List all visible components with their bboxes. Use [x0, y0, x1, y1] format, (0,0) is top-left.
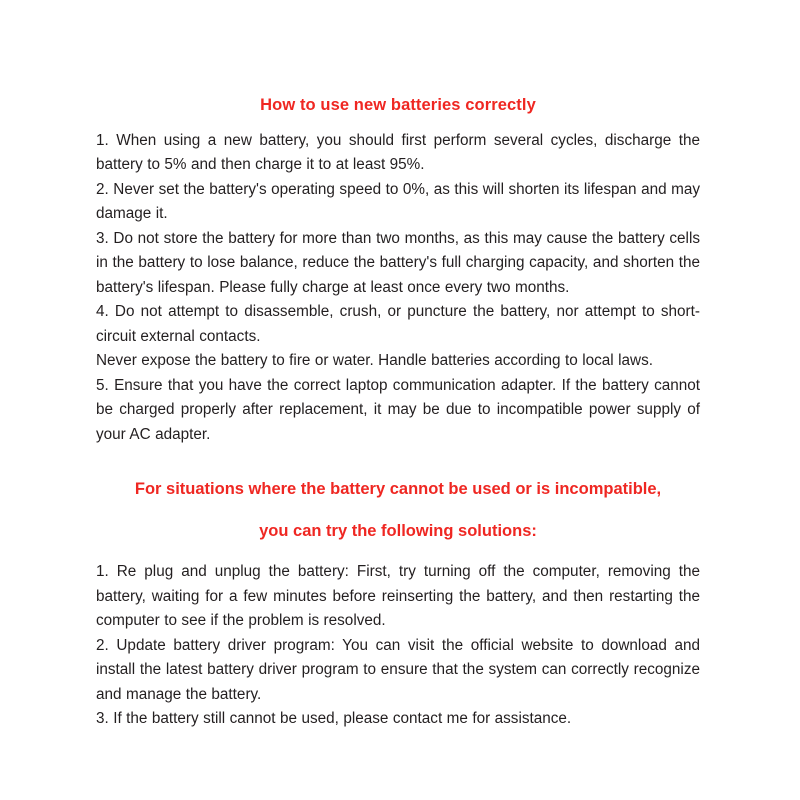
paragraph-3: 3. Do not store the battery for more than two months, as this may cause the battery cells in the battery to lose balance, reduce the battery's full charging capacity, and shorten the battery's lifespan. Please fully charge at least once every two months.	[96, 229, 700, 296]
section-instructions	[96, 129, 700, 447]
solution-paragraph-3: 3. If the battery still cannot be used, please contact me for assistance.	[96, 710, 572, 728]
section-heading-line-1: For situations where the battery cannot be used or is incompatible,	[134, 480, 662, 499]
solution-paragraph-1: 1. Re plug and unplug the battery: First, try turning off the computer, removing the battery, waiting for a few minutes before reinserting the battery, and then restarting the computer to see if the problem is resolved.	[96, 563, 700, 630]
page-title: How to use new batteries correctly	[260, 96, 536, 114]
section-divider-space	[96, 447, 700, 477]
section-heading-line-2: you can try the following solutions:	[259, 521, 537, 540]
section-solutions	[96, 560, 700, 731]
paragraph-1: 1. When using a new battery, you should first perform several cycles, discharge the battery to 5% and then charge it to at least 95%.	[96, 132, 700, 174]
paragraph-2: 2. Never set the battery's operating speed to 0%, as this will shorten its lifespan and may damage it.	[96, 180, 700, 223]
solution-paragraph-2: 2. Update battery driver program: You can visit the official website to download and install the latest battery driver program to ensure that the system can correctly recognize and manage the battery.	[96, 636, 700, 703]
paragraph-6: 5. Ensure that you have the correct laptop communication adapter. If the battery cannot be charged properly after replacement, it may be due to incompatible power supply of your AC adapter.	[96, 376, 700, 443]
paragraph-5: Never expose the battery to fire or water. Handle batteries according to local laws.	[96, 352, 653, 370]
paragraph-4: 4. Do not attempt to disassemble, crush, or puncture the battery, nor attempt to short-circuit external contacts.	[96, 303, 700, 345]
